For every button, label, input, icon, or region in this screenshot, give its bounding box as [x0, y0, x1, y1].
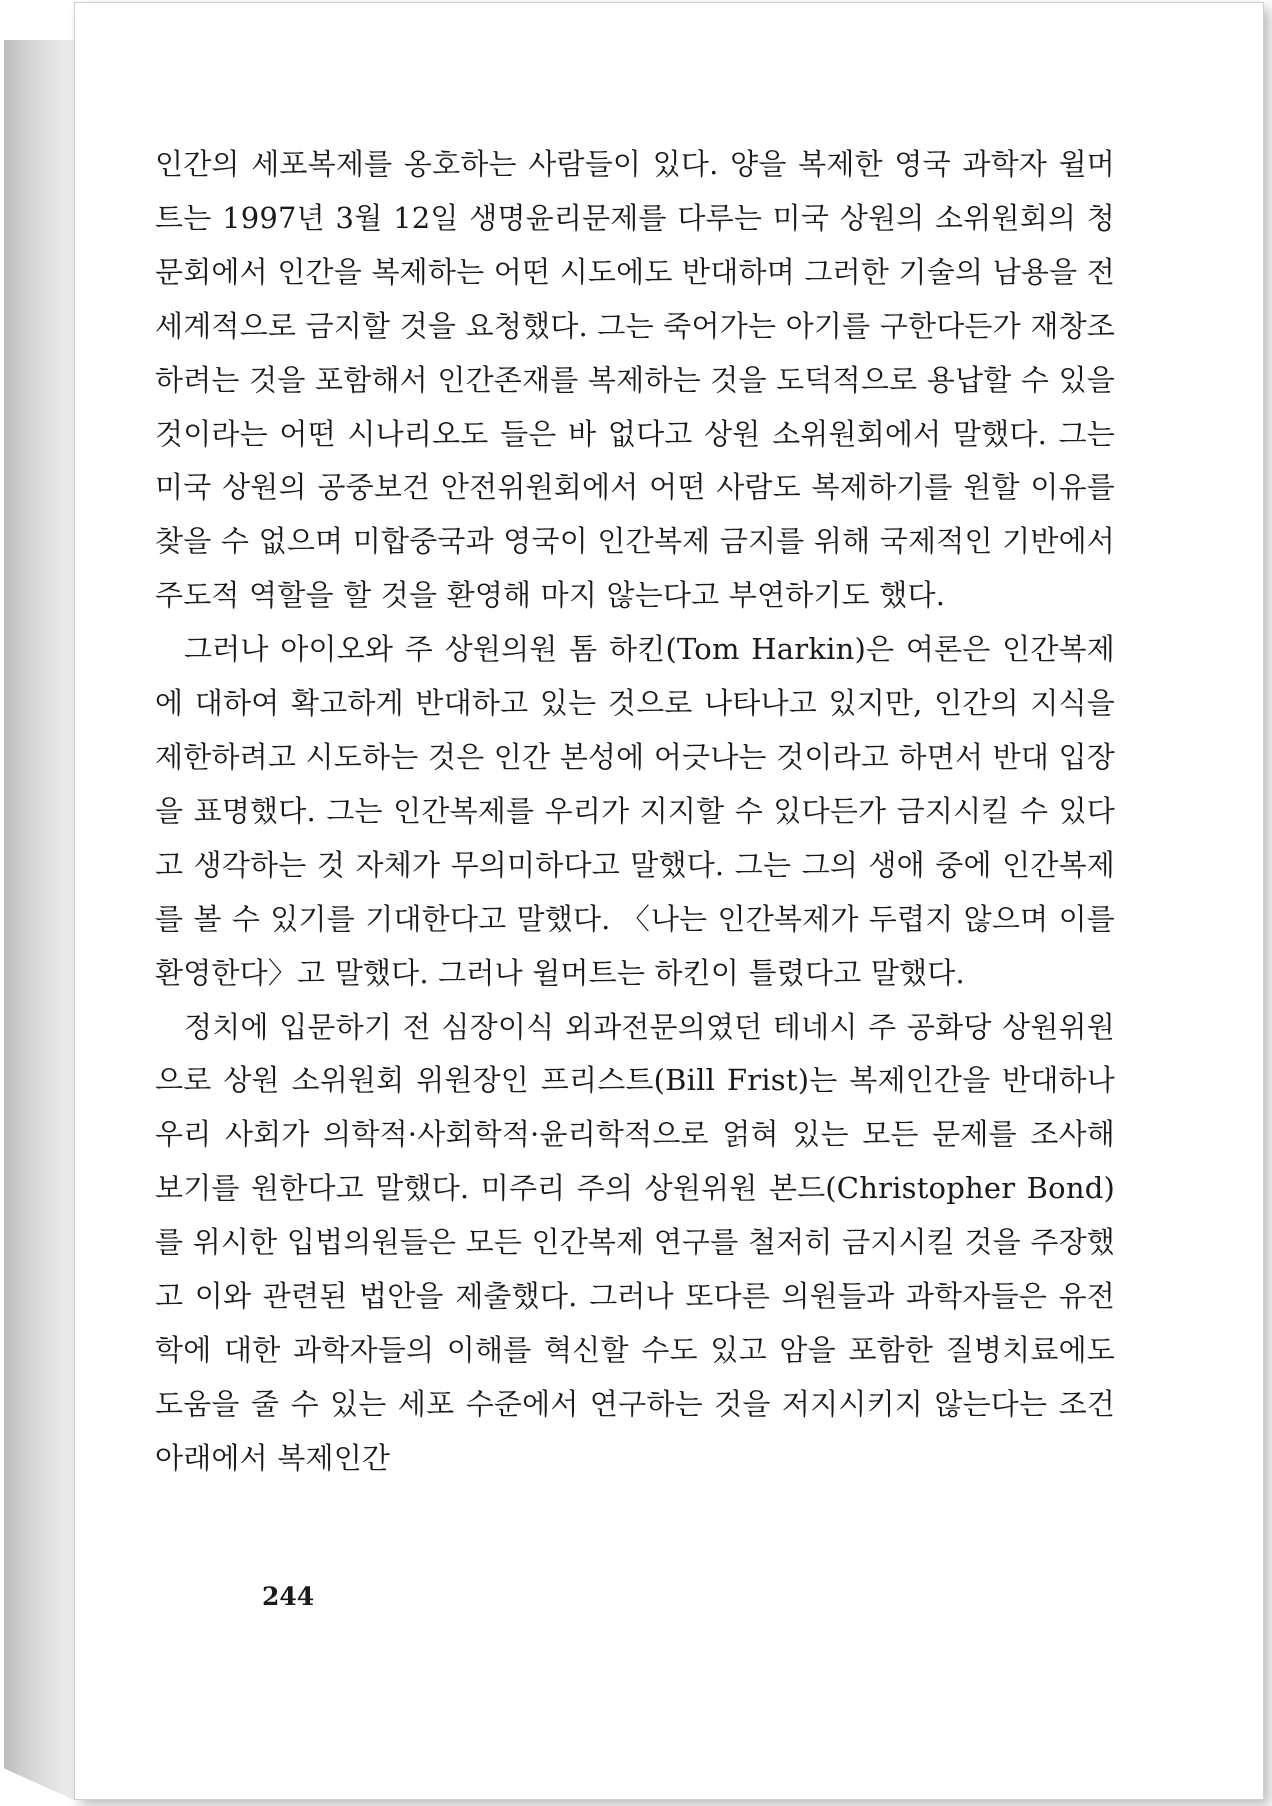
- paragraph-3: 정치에 입문하기 전 심장이식 외과전문의였던 테네시 주 공화당 상원위원으로 상원 소위원회 위원장인 프리스트(Bill Frist)는 복제인간을 반대하나 우리 사회가 의학적·사회학적·윤리학적으로 얽혀 있는 모든 문제를 조사해 보기를 원한다고 말했다. 미주리 주의 상원위원 본드(Christopher Bond)를 위시한 입법의원들은 모든 인간복제 연구를 철저히 금지시킬 것을 주장했고 이와 관련된 법안을 제출했다. 그러나 또다른 의원들과 과학자들은 유전학에 대한 과학자들의 이해를 혁신할 수도 있고 암을 포함한 질병치료에도 도움을 줄 수 있는 세포 수준에서 연구하는 것을 저지시키지 않는다는 조건 아래에서 복제인간: [155, 1009, 1115, 1475]
- book-edge: [4, 40, 74, 1800]
- paragraph-2: 그러나 아이오와 주 상원의원 톰 하킨(Tom Harkin)은 여론은 인간복제에 대하여 확고하게 반대하고 있는 것으로 나타나고 있지만, 인간의 지식을 제한하려고 시도하는 것은 인간 본성에 어긋나는 것이라고 하면서 반대 입장을 표명했다. 그는 인간복제를 우리가 지지할 수 있다든가 금지시킬 수 있다고 생각하는 것 자체가 무의미하다고 말했다. 그는 그의 생애 중에 인간복제를 볼 수 있기를 기대한다고 말했다. 〈나는 인간복제가 두렵지 않으며 이를 환영한다〉고 말했다. 그러나 윌머트는 하킨이 틀렸다고 말했다.: [155, 632, 1115, 990]
- paragraph-1: 인간의 세포복제를 옹호하는 사람들이 있다. 양을 복제한 영국 과학자 윌머트는 1997년 3월 12일 생명윤리문제를 다루는 미국 상원의 소위원회의 청문회에서 인간을 복제하는 어떤 시도에도 반대하며 그러한 기술의 남용을 전세계적으로 금지할 것을 요청했다. 그는 죽어가는 아기를 구한다든가 재창조하려는 것을 포함해서 인간존재를 복제하는 것을 도덕적으로 용납할 수 있을 것이라는 어떤 시나리오도 들은 바 없다고 상원 소위원회에서 말했다. 그는 미국 상원의 공중보건 안전위원회에서 어떤 사람도 복제하기를 원할 이유를 찾을 수 없으며 미합중국과 영국이 인간복제 금지를 위해 국제적인 기반에서 주도적 역할을 할 것을 환영해 마지 않는다고 부연하기도 했다.: [155, 147, 1115, 613]
- page-number: 244: [262, 1582, 315, 1611]
- page-content: [155, 138, 1115, 1486]
